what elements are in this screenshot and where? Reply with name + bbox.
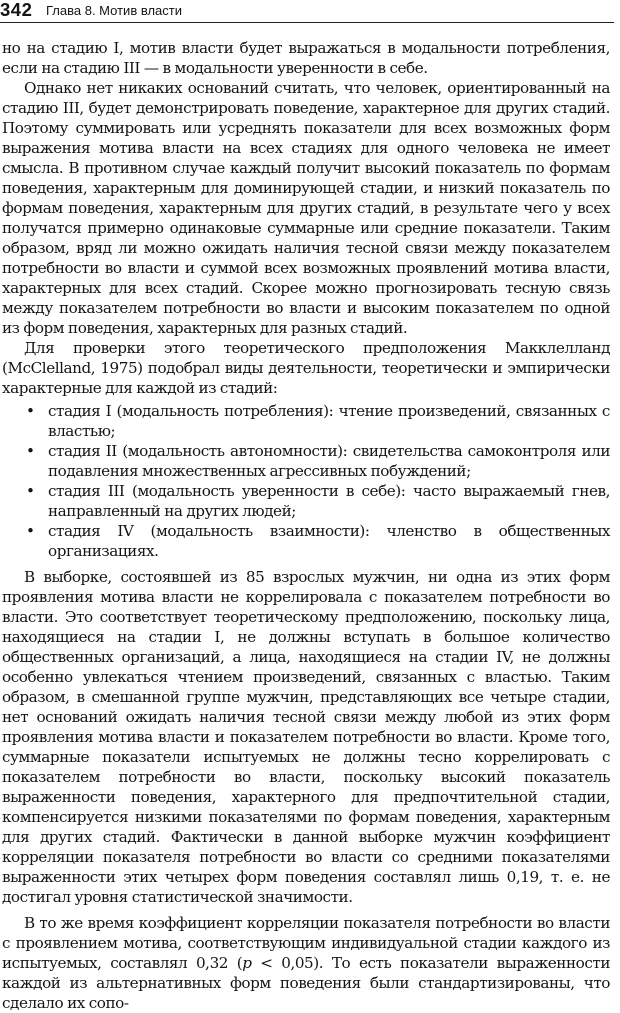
bullet-icon: • <box>26 482 35 500</box>
list-item <box>2 401 610 441</box>
p-value-symbol: p <box>242 954 252 972</box>
running-head: Глава 8. Мотив власти <box>46 3 182 18</box>
page-body <box>2 38 610 1013</box>
bullet-icon: • <box>26 442 35 460</box>
list-item <box>2 441 610 481</box>
list-item-text: стадия II (модальность автономности): свидетельства самоконтроля или подавления множественных агрессивных побуждений; <box>48 442 610 480</box>
paragraph: Однако нет никаких оснований считать, что человек, ориентированный на стадию III, будет демонстрировать поведение, характерное для других стадий. Поэтому суммировать или усреднять показатели для всех возможных форм выражения мотива власти на всех стадиях для одного человека не имеет смысла. В противном случае каждый получит высокий показатель по формам поведения, характерным для доминирующей стадии, и низкий показатель по формам поведения, характерным для других стадий, в результате чего у всех получатся примерно одинаковые суммарные или средние показатели. Таким образом, вряд ли можно ожидать наличия тесной связи между показателем потребности во власти и суммой всех возможных проявлений мотива власти, характерных для всех стадий. Скорее можно прогнозировать тесную связь между показателем потребности во власти и высоким показателем по одной из форм поведения, характерных для разных стадий. <box>2 79 610 337</box>
paragraph <box>2 913 610 1013</box>
paragraph-continuation: но на стадию I, мотив власти будет выражаться в модальности потребления, если на стадию III — в модальности уверенности в себе. <box>2 39 610 77</box>
paragraph: Для проверки этого теоретического предположения Макклелланд (McClelland, 1975) подобрал виды деятельности, теоретически и эмпирически характерные для каждой из стадий: <box>2 339 610 397</box>
stages-list <box>2 401 610 561</box>
paragraph-text: В то же время коэффициент корреляции показателя потребности во власти с проявлением мотива, соответствующим индивидуальной стадии каждого из испытуемых, составлял 0,32 ( <box>2 914 610 972</box>
header-rule <box>0 22 614 23</box>
paragraph-text: < 0,05). То есть показатели выраженности каждой из альтернативных форм поведения были стандартизированы, что сделало их сопо- <box>2 954 610 1012</box>
page-header <box>0 0 620 22</box>
bullet-icon: • <box>26 402 35 420</box>
list-item-text: стадия I (модальность потребления): чтение произведений, связанных с властью; <box>48 402 610 440</box>
list-item <box>2 521 610 561</box>
bullet-icon: • <box>26 522 35 540</box>
paragraph: В выборке, состоявшей из 85 взрослых мужчин, ни одна из этих форм проявления мотива власти не коррелировала с показателем потребности во власти. Это соответствует теоретическому предположению, поскольку лица, находящиеся на стадии I, не должны вступать в большое количество общественных организаций, а лица, находящиеся на стадии IV, не должны особенно увлекаться чтением произведений, связанных с властью. Таким образом, в смешанной группе мужчин, представляющих все четыре стадии, нет оснований ожидать наличия тесной связи между любой из этих форм проявления мотива власти и показателем потребности во власти. Кроме того, суммарные показатели испытуемых не должны тесно коррелировать с показателем потребности во власти, поскольку высокий показатель выраженности поведения, характерного для предпочтительной стадии, компенсируется низкими показателями по формам поведения, характерным для других стадий. Фактически в данной выборке мужчин коэффициент корреляции показателя потребности во власти со средними показателями выраженности этих четырех форм поведения составлял лишь 0,19, т. е. не достигал уровня статистической значимости. <box>2 568 610 906</box>
list-item-text: стадия IV (модальность взаимности): членство в общественных организациях. <box>48 522 610 560</box>
list-item-text: стадия III (модальность уверенности в себе): часто выражаемый гнев, направленный на других людей; <box>48 482 610 520</box>
page-number: 342 <box>0 0 33 20</box>
list-item <box>2 481 610 521</box>
